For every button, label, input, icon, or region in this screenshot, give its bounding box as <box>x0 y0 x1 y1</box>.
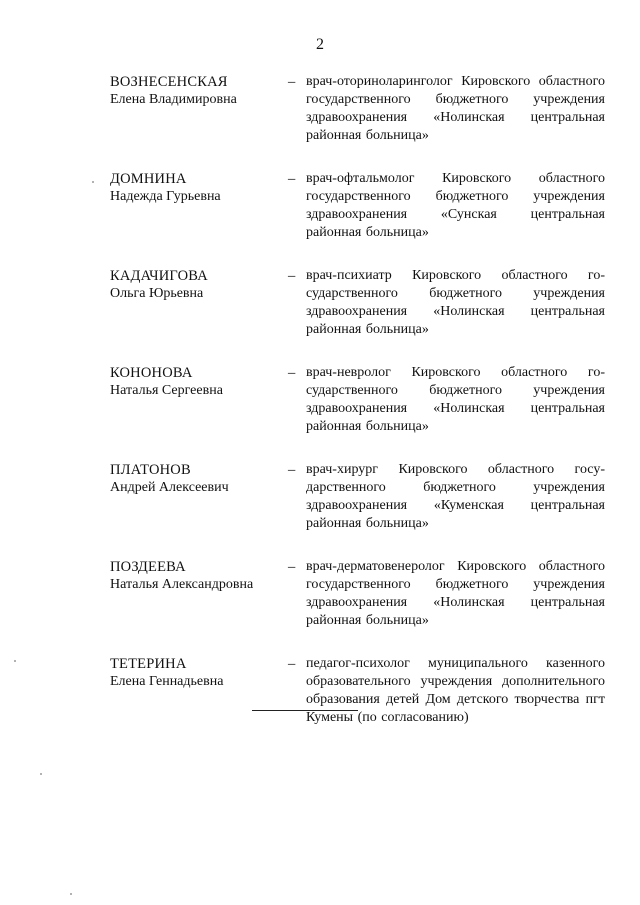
member-given-name: Елена Владимировна <box>110 92 237 107</box>
scan-speck <box>40 773 42 775</box>
member-name <box>110 655 288 691</box>
member-surname: КАДАЧИГОВА <box>110 268 208 284</box>
separator-dash: – <box>288 559 296 575</box>
commission-member-list <box>110 73 605 752</box>
member-position: врач-офтальмолог Кировского областного государственного бюджетного учреждения здравоохранения «Сунская центральная районная больница» <box>306 171 605 240</box>
member-name <box>110 267 288 303</box>
member-name <box>110 170 288 206</box>
member-position: врач-хирург Кировского областного государственного бюджетного учреждения здравоохранения «Куменская центральная районная больница» <box>306 462 605 531</box>
member-position: врач-оториноларинголог Кировского областного государственного бюджетного учреждения здравоохранения «Нолинская центральная районная больница» <box>306 74 605 143</box>
member-position: врач-дерматовенеролог Кировского областного государственного бюджетного учреждения здравоохранения «Нолинская центральная районная больница» <box>306 559 605 628</box>
member-given-name: Надежда Гурьевна <box>110 189 221 204</box>
member-given-name: Наталья Сергеевна <box>110 383 223 398</box>
member-surname: ПОЗДЕЕВА <box>110 559 186 575</box>
member-name <box>110 461 288 497</box>
member-name <box>110 558 288 594</box>
member-surname: ТЕТЕРИНА <box>110 656 187 672</box>
member-entry <box>110 655 605 727</box>
separator-dash: – <box>288 462 296 478</box>
separator-dash: – <box>288 268 296 284</box>
closing-rule <box>252 710 358 711</box>
separator-dash: – <box>288 171 296 187</box>
member-given-name: Елена Геннадьевна <box>110 674 224 689</box>
member-position: врач-невролог Кировского областного государственного бюджетного учреждения здравоохранения «Нолинская центральная районная больница» <box>306 365 605 434</box>
member-entry <box>110 170 605 242</box>
member-surname: ПЛАТОНОВ <box>110 462 191 478</box>
separator-dash: – <box>288 74 296 90</box>
member-surname: ДОМНИНА <box>110 171 187 187</box>
scan-speck <box>14 660 16 662</box>
scan-speck <box>92 181 94 183</box>
separator-dash: – <box>288 656 296 672</box>
page-number: 2 <box>316 36 324 53</box>
member-given-name: Андрей Алексеевич <box>110 480 229 495</box>
member-surname: КОНОНОВА <box>110 365 193 381</box>
member-name <box>110 364 288 400</box>
member-entry <box>110 558 605 630</box>
member-name <box>110 73 288 109</box>
member-position: врач-психиатр Кировского областного государственного бюджетного учреждения здравоохранения «Нолинская центральная районная больница» <box>306 268 605 337</box>
separator-dash: – <box>288 365 296 381</box>
member-entry <box>110 461 605 533</box>
member-given-name: Наталья Александровна <box>110 577 254 592</box>
member-surname: ВОЗНЕСЕНСКАЯ <box>110 74 228 90</box>
member-given-name: Ольга Юрьевна <box>110 286 204 301</box>
member-entry <box>110 267 605 339</box>
scan-speck <box>70 893 72 895</box>
member-entry <box>110 364 605 436</box>
member-position: педагог-психолог муниципального казенного образовательного учреждения дополнительного образования детей Дом детского творчества пгт Кумены (по согласованию) <box>306 656 605 725</box>
member-entry <box>110 73 605 145</box>
